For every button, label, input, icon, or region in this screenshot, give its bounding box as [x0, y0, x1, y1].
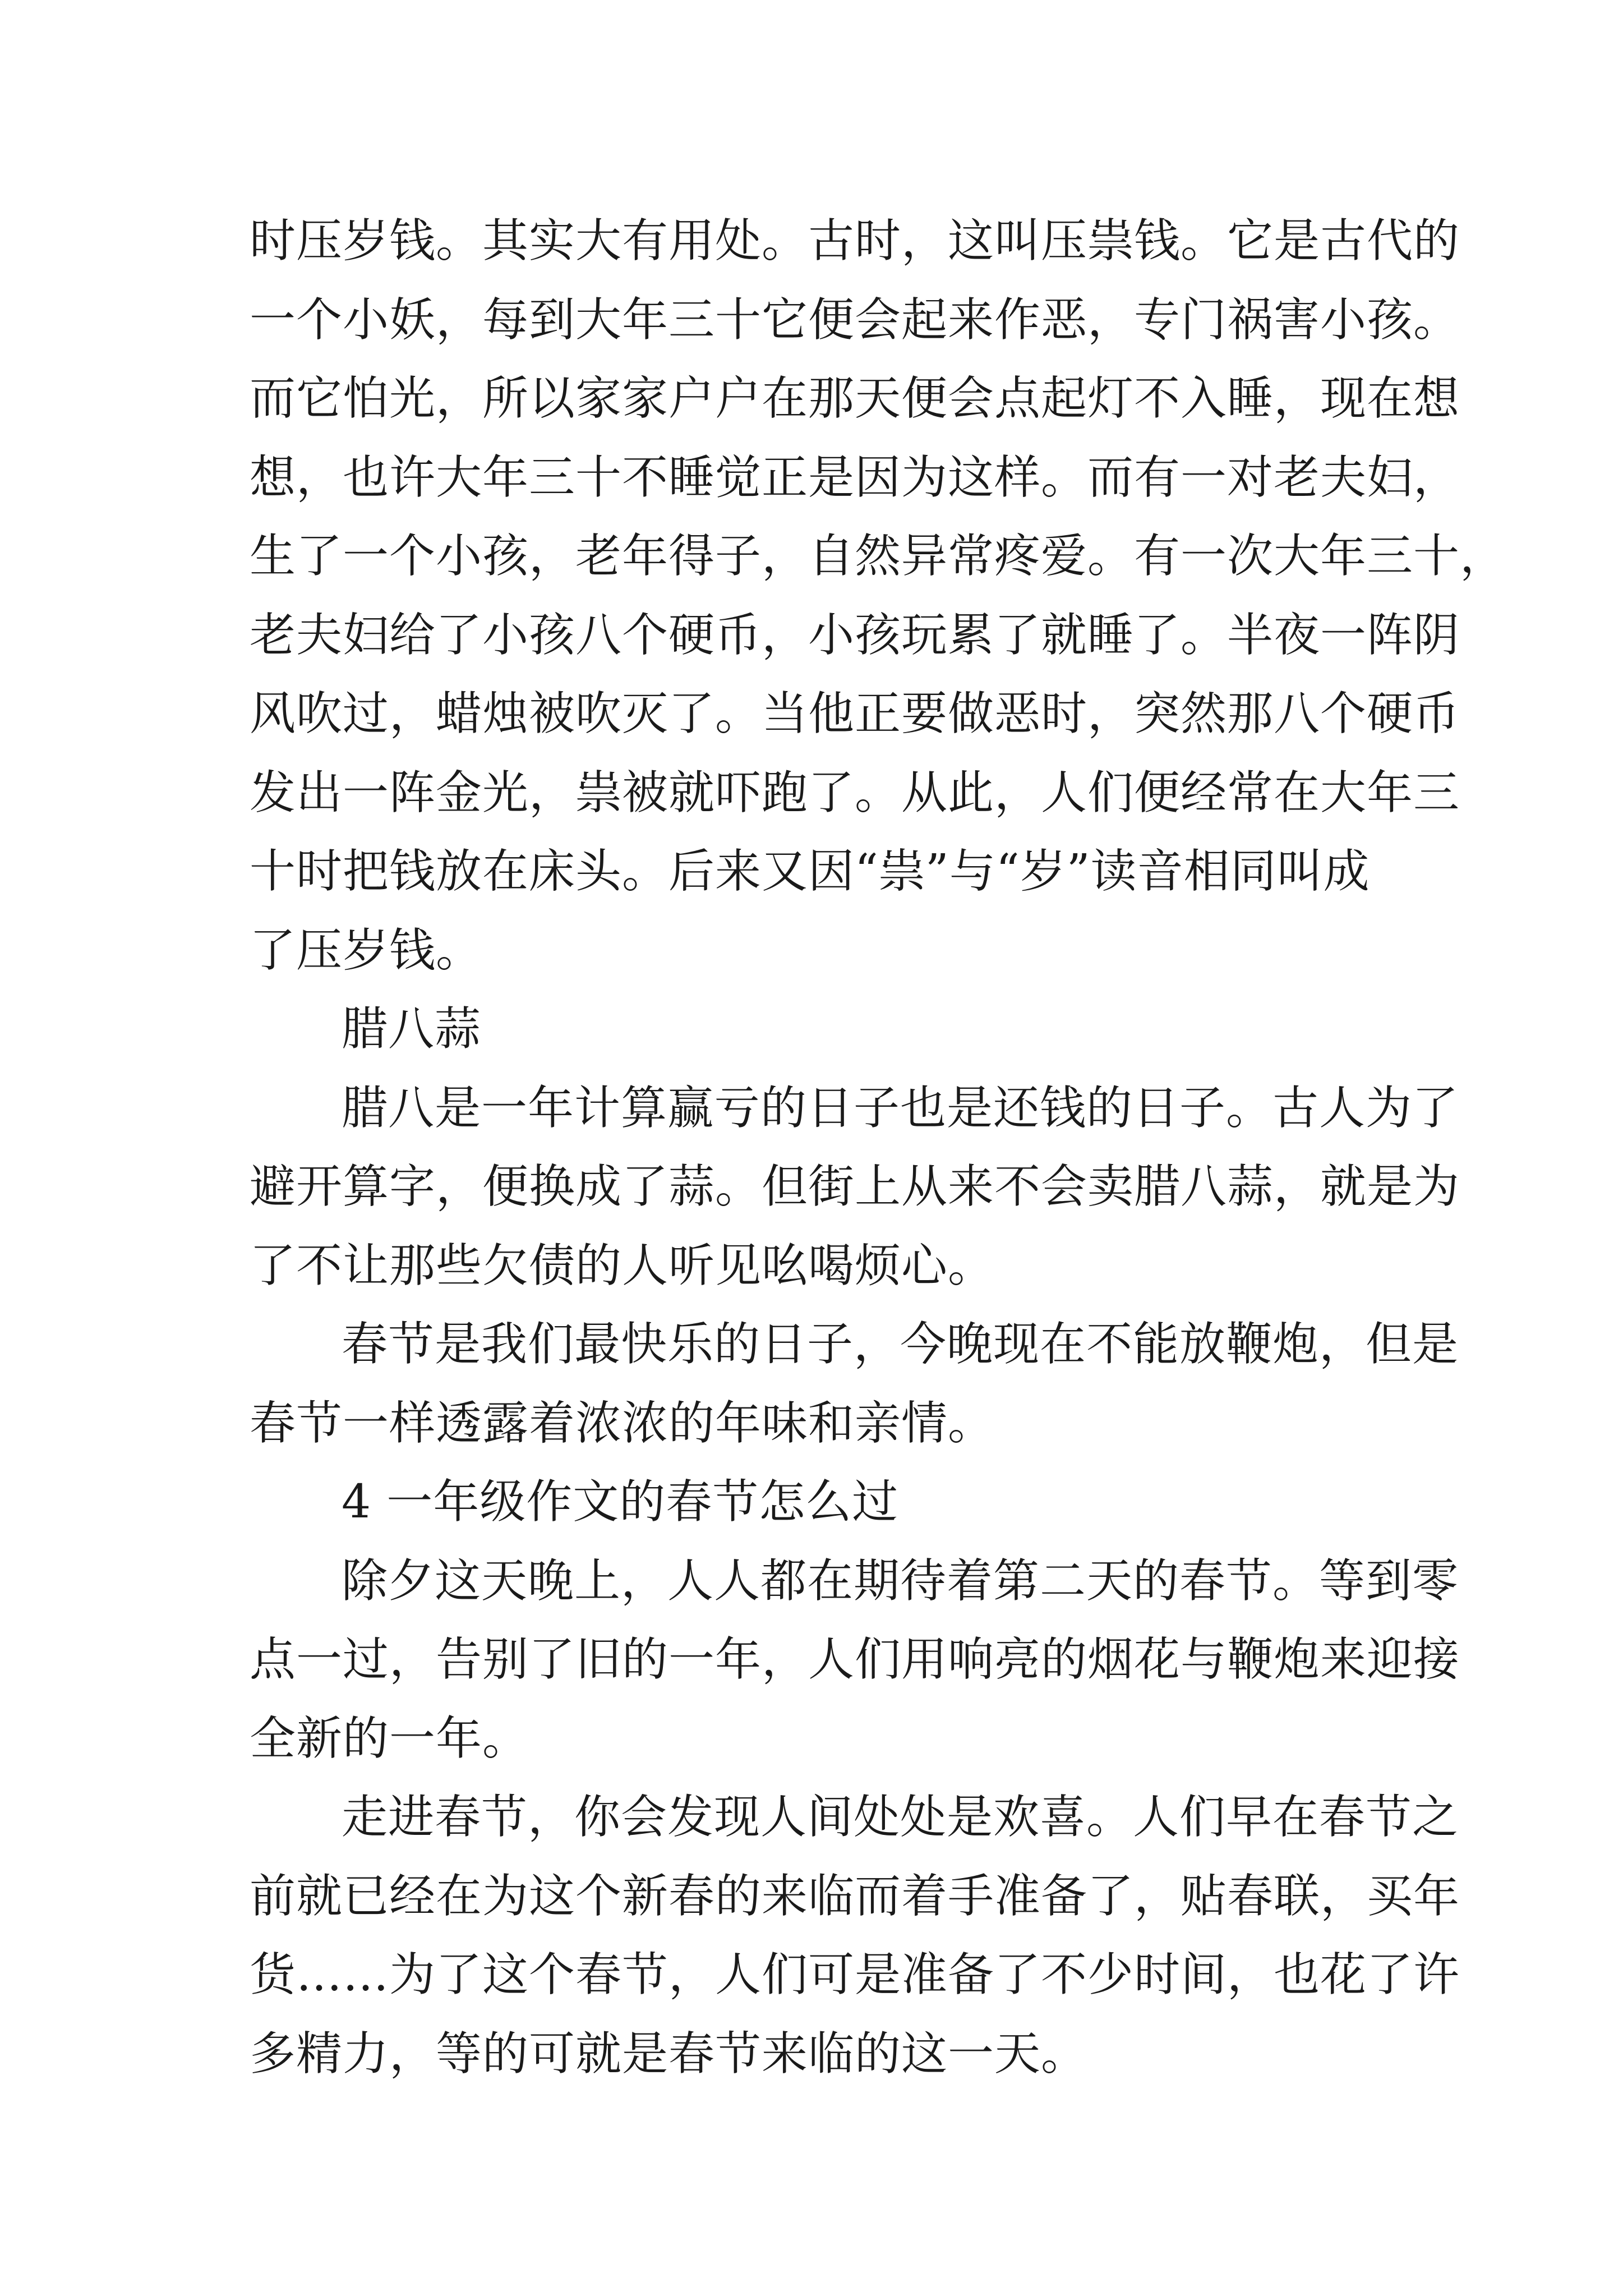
text-line: 避开算字，便换成了蒜。但街上从来不会卖腊八蒜，就是为 — [250, 1160, 1460, 1213]
text-line: 十时把钱放在床头。后来又因“祟”与“岁”读音相同叫成 — [250, 845, 1370, 898]
section-heading: 腊八蒜 — [342, 1002, 482, 1056]
paragraph-start: 春节是我们最快乐的日子，今晚现在不能放鞭炮，但是 — [342, 1318, 1459, 1371]
text-line: 货……为了这个春节，人们可是准备了不少时间，也花了许 — [250, 1948, 1460, 2001]
paragraph-start: 腊八是一年计算赢亏的日子也是还钱的日子。古人为了 — [342, 1081, 1459, 1135]
text-line: 想，也许大年三十不睡觉正是因为这样。而有一对老夫妇， — [250, 450, 1460, 504]
text-line: 时压岁钱。其实大有用处。古时，这叫压祟钱。它是古代的 — [250, 214, 1460, 268]
section-heading: 4 一年级作文的春节怎么过 — [342, 1475, 899, 1529]
text-line: 全新的一年。 — [250, 1711, 529, 1765]
text-line: 生了一个小孩，老年得子，自然异常疼爱。有一次大年三十， — [250, 530, 1507, 583]
paragraph-start: 除夕这天晚上，人人都在期待着第二天的春节。等到零 — [342, 1554, 1459, 1608]
text-line: 发出一阵金光，祟被就吓跑了。从此，人们便经常在大年三 — [250, 766, 1460, 820]
document-body — [250, 202, 1507, 2093]
text-line: 点一过，告别了旧的一年，人们用响亮的烟花与鞭炮来迎接 — [250, 1633, 1460, 1686]
text-line: 而它怕光，所以家家户户在那天便会点起灯不入睡，现在想 — [250, 372, 1460, 425]
text-line: 了不让那些欠债的人听见吆喝烦心。 — [250, 1239, 995, 1292]
text-line: 风吹过，蜡烛被吹灭了。当他正要做恶时，突然那八个硬币 — [250, 687, 1460, 740]
text-line: 多精力，等的可就是春节来临的这一天。 — [250, 2027, 1088, 2081]
text-line: 了压岁钱。 — [250, 923, 483, 977]
text-line: 前就已经在为这个新春的来临而着手准备了，贴春联，买年 — [250, 1869, 1460, 1923]
text-line: 一个小妖，每到大年三十它便会起来作恶，专门祸害小孩。 — [250, 293, 1460, 347]
text-line: 春节一样透露着浓浓的年味和亲情。 — [250, 1396, 995, 1450]
paragraph-start: 走进春节，你会发现人间处处是欢喜。人们早在春节之 — [342, 1791, 1459, 1844]
text-line: 老夫妇给了小孩八个硬币，小孩玩累了就睡了。半夜一阵阴 — [250, 608, 1460, 662]
